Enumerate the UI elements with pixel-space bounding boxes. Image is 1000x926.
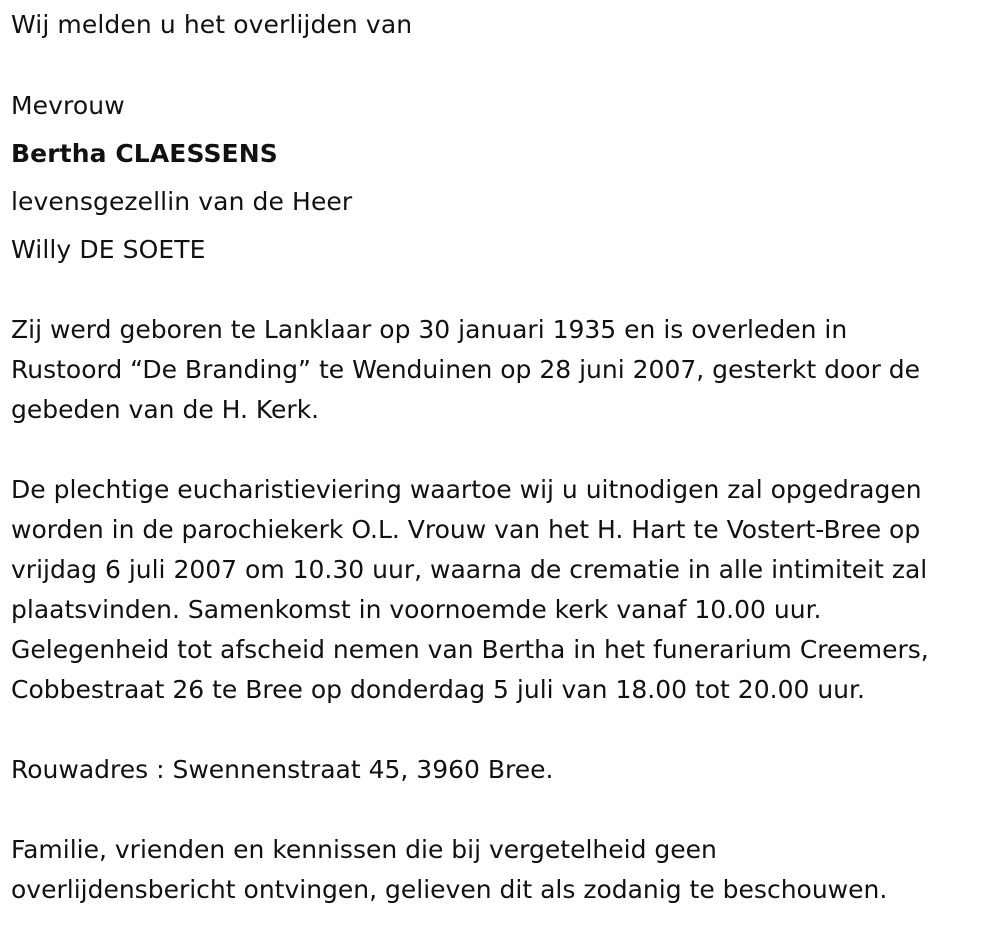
intro-line: Wij melden u het overlijden van xyxy=(11,10,413,39)
ceremony-paragraph-line: worden in de parochiekerk O.L. Vrouw van het H. Hart te Vostert-Bree op xyxy=(11,515,921,544)
mourning-address xyxy=(11,750,996,790)
ceremony-paragraph-line: plaatsvinden. Samenkomst in voornoemde kerk vanaf 10.00 uur. xyxy=(11,595,822,624)
closing-paragraph xyxy=(11,830,996,910)
birth-paragraph-line: gebeden van de H. Kerk. xyxy=(11,395,320,424)
ceremony-paragraph-line: De plechtige eucharistieviering waartoe wij u uitnodigen zal opgedragen xyxy=(11,475,922,504)
ceremony-paragraph-line: Gelegenheid tot afscheid nemen van Bertha in het funerarium Creemers, xyxy=(11,635,929,664)
closing-paragraph-line: Familie, vrienden en kennissen die bij vergetelheid geen xyxy=(11,835,717,864)
ceremony-paragraph-line: Cobbestraat 26 te Bree op donderdag 5 juli van 18.00 tot 20.00 uur. xyxy=(11,675,865,704)
birth-paragraph-line: Rustoord “De Branding” te Wenduinen op 28 juni 2007, gesterkt door de xyxy=(11,355,921,384)
ceremony-paragraph xyxy=(11,470,996,710)
relation-line: levensgezellin van de Heer xyxy=(11,187,353,216)
birth-paragraph-line: Zij werd geboren te Lanklaar op 30 januari 1935 en is overleden in xyxy=(11,315,848,344)
ceremony-paragraph-line: vrijdag 6 juli 2007 om 10.30 uur, waarna de crematie in alle intimiteit zal xyxy=(11,555,928,584)
mourning-address-line: Rouwadres : Swennenstraat 45, 3960 Bree. xyxy=(11,755,554,784)
closing-paragraph-line: overlijdensbericht ontvingen, gelieven dit als zodanig te beschouwen. xyxy=(11,875,888,904)
deceased-name: Bertha CLAESSENS xyxy=(11,139,278,168)
birth-paragraph xyxy=(11,310,996,430)
partner-name: Willy DE SOETE xyxy=(11,235,206,264)
salutation: Mevrouw xyxy=(11,91,125,120)
